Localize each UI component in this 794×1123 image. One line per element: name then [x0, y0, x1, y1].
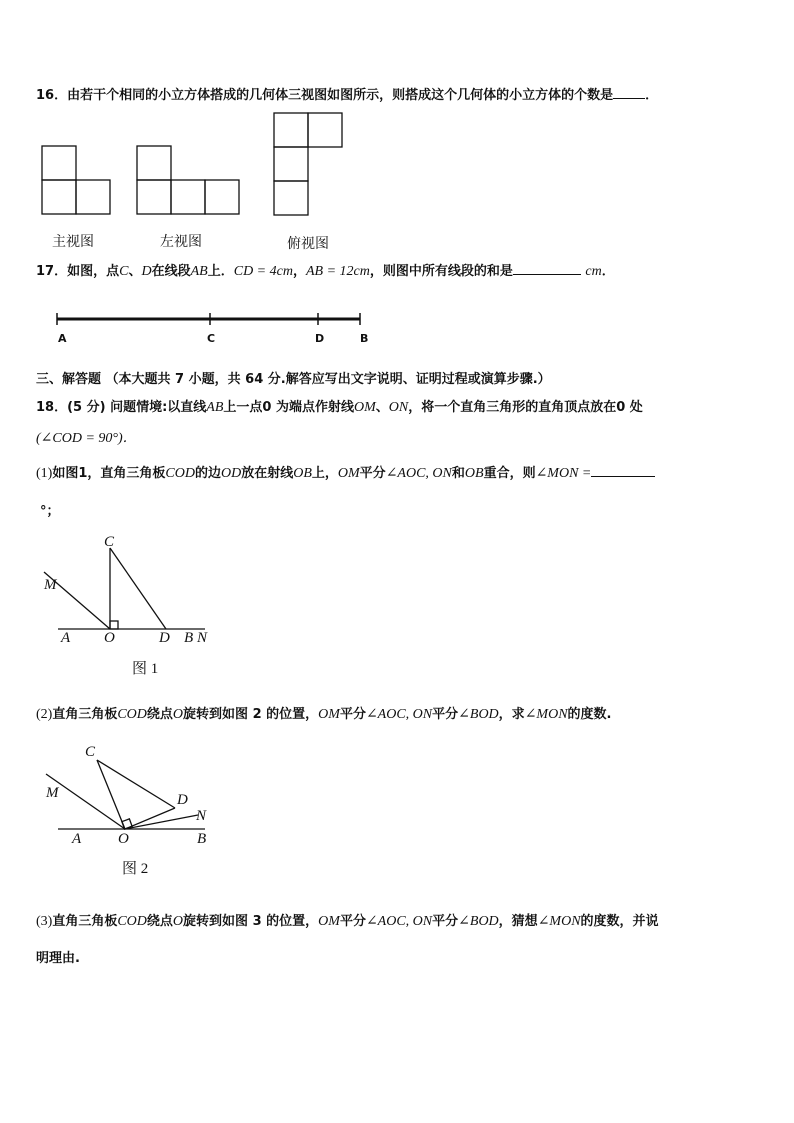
q18-part1-degree: °； — [40, 504, 60, 519]
point-d-label: D — [315, 332, 325, 345]
q18-part1-text: (1)如图1，直角三角板COD的边OD放在射线OB上，OM平分∠AOC, ON和OB重合，则∠MON = — [36, 462, 655, 482]
q18-part3-text: (3)直角三角板COD绕点O旋转到如图 3 的位置，OM平分∠AOC, ON平分∠BOD，猜想∠MON的度数，并说 — [36, 914, 659, 929]
q18-part3-text-cont: 明理由. — [36, 951, 80, 966]
section-heading: 三、解答题 （本大题共 7 小题，共 64 分.解答应写出文字说明、证明过程或演算步骤.） — [36, 372, 551, 387]
left-view-label: 左视图 — [160, 234, 202, 250]
q16-text: 16．由若干个相同的小立方体搭成的几何体三视图如图所示，则搭成这个几何体的小立方体的个数是 ． — [36, 88, 659, 103]
front-view-label: 主视图 — [52, 234, 94, 250]
q16-body: 由若干个相同的小立方体搭成的几何体三视图如图所示，则搭成这个几何体的小立方体的个数是 — [67, 88, 614, 103]
q17-text: 17．如图，点C、D在线段AB上．CD = 4cm，AB = 12cm，则图中所有线段的和是 cm． — [36, 264, 615, 279]
q18-angle-condition: (∠COD = 90°)． — [36, 431, 137, 446]
point-c-label: C — [207, 332, 216, 345]
q18-intro: 18．(5 分) 问题情境:以直线AB上一点0 为端点作射线OM、ON，将一个直角三角形的直角顶点放在0 处 — [36, 400, 643, 415]
q18-part2-text: (2)直角三角板COD绕点O旋转到如图 2 的位置，OM平分∠AOC, ON平分∠BOD，求∠MON的度数. — [36, 707, 612, 722]
q16-number: 16． — [36, 88, 68, 103]
figure-2-caption: 图 2 — [122, 861, 149, 877]
point-a-label: A — [58, 332, 67, 345]
point-b-label: B — [360, 332, 369, 345]
figure-1-caption: 图 1 — [132, 661, 159, 677]
top-view-label: 俯视图 — [287, 236, 329, 252]
